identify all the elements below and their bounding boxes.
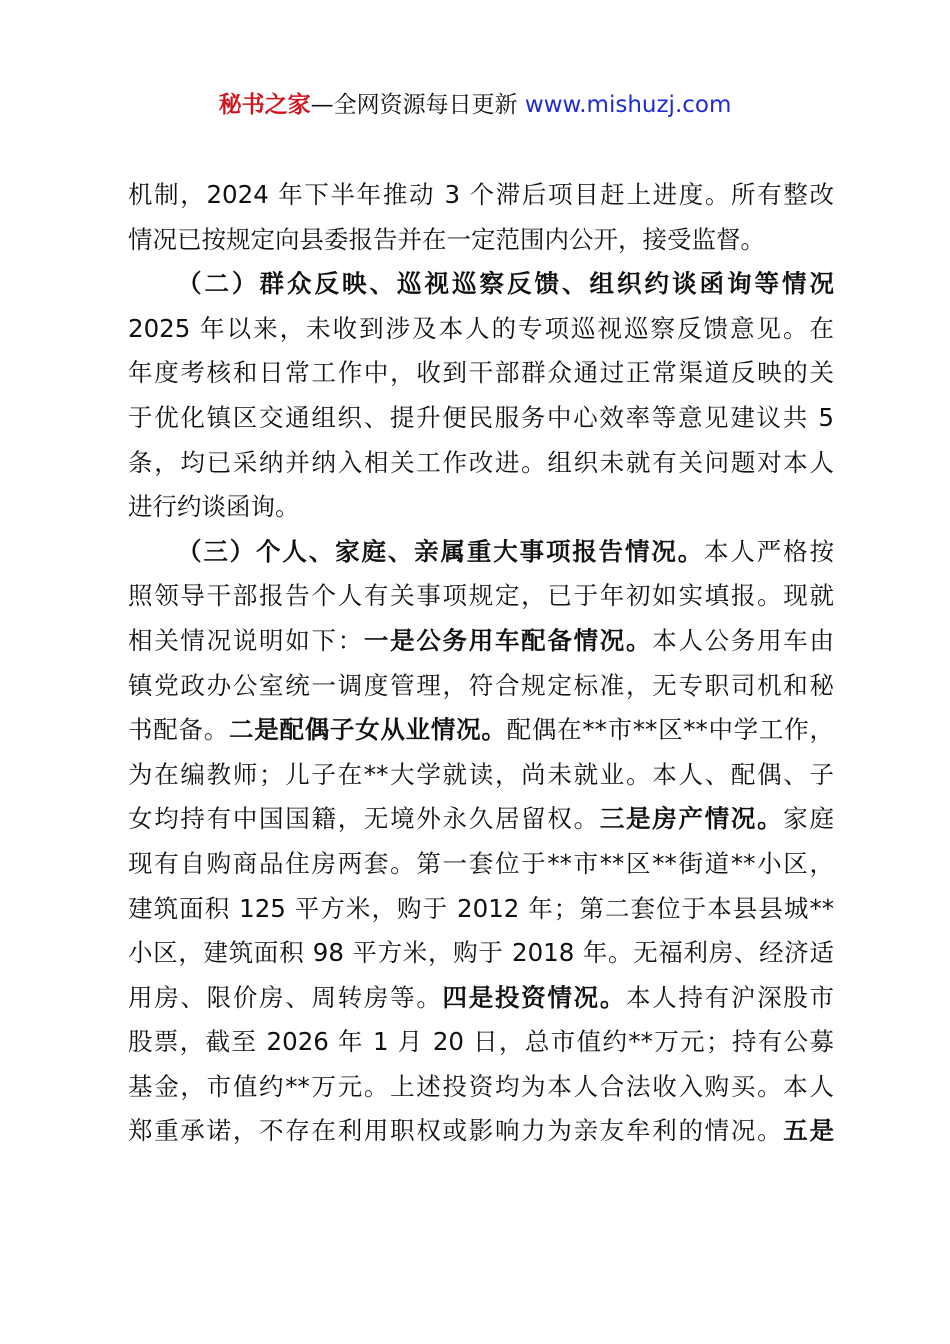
text-line [128,530,834,575]
body-text: 于优化镇区交通组织、提升便民服务中心效率等意见建议共 5 [128,402,834,432]
text-line [128,441,834,486]
text-line [128,1020,834,1065]
bold-heading-text: 二是配偶子女从业情况。 [228,715,507,745]
text-line [128,708,834,753]
site-url-link[interactable]: www.mishuzj.com [524,92,732,118]
text-line [128,173,834,218]
body-text: 年度考核和日常工作中，收到干部群众通过正常渠道反映的关 [128,358,834,388]
body-text: 股票，截至 2026 年 1 月 20 日，总市值约**万元；持有公募 [128,1027,834,1057]
site-header [0,86,950,124]
body-text: 小区，建筑面积 98 平方米，购于 2018 年。无福利房、经济适 [128,938,834,968]
bold-heading-text: （二）群众反映、巡视巡察反馈、组织约谈函询等情况 [177,269,834,299]
text-line [128,887,834,932]
text-line [128,842,834,887]
text-line [128,753,834,798]
text-line [128,351,834,396]
header-dash: — [310,92,334,118]
body-text: 建筑面积 125 平方米，购于 2012 年；第二套位于本县县城** [128,893,834,923]
body-text: 本人严格按 [704,536,835,566]
body-text: 情况已按规定向县委报告并在一定范围内公开，接受监督。 [128,224,765,254]
text-line [128,485,834,530]
brand-name: 秘书之家 [218,92,311,118]
text-line [128,1065,834,1110]
body-text: 基金，市值约**万元。上述投资均为本人合法收入购买。本人 [128,1071,834,1101]
body-text: 家庭 [783,804,835,834]
body-text: 女均持有中国国籍，无境外永久居留权。 [128,804,600,834]
body-text: 为在编教师；儿子在**大学就读，尚未就业。本人、配偶、子 [128,759,834,789]
text-line [128,307,834,352]
text-line [128,664,834,709]
bold-heading-text: 三是房产情况。 [599,804,784,834]
text-line [128,574,834,619]
body-text: 2025 年以来，未收到涉及本人的专项巡视巡察反馈意见。在 [128,313,834,343]
bold-heading-text: 一是公务用车配备情况。 [363,625,653,655]
body-text: 本人公务用车由 [652,625,835,655]
body-text: 郑重承诺，不存在利用职权或影响力为亲友牟利的情况。 [128,1116,784,1146]
bold-heading-text: 四是投资情况。 [442,982,627,1012]
body-text: 镇党政办公室统一调度管理，符合规定标准，无专职司机和秘 [128,670,834,700]
text-line [128,396,834,441]
text-line [128,218,834,263]
body-text: 照领导干部报告个人有关事项规定，已于年初如实填报。现就 [128,581,834,611]
text-line [128,1109,834,1154]
body-text: 进行约谈函询。 [128,492,300,522]
bold-heading-text: （三）个人、家庭、亲属重大事项报告情况。 [177,536,705,566]
text-line [128,262,834,307]
body-text: 书配备。 [128,715,229,745]
text-line [128,976,834,1021]
text-line [128,797,834,842]
header-tagline: 全网资源每日更新 [333,92,518,118]
body-text: 现有自购商品住房两套。第一套位于**市**区**街道**小区， [128,848,834,878]
body-text: 机制，2024 年下半年推动 3 个滞后项目赶上进度。所有整改 [128,180,834,209]
body-text: 配偶在**市**区**中学工作， [506,715,835,745]
body-text: 条，均已采纳并纳入相关工作改进。组织未就有关问题对本人 [128,447,834,477]
body-text: 相关情况说明如下： [128,625,364,655]
document-body [128,173,834,1154]
body-text: 用房、限价房、周转房等。 [128,982,443,1012]
text-line [128,931,834,976]
bold-heading-text: 五是 [783,1116,835,1146]
text-line [128,619,834,664]
body-text: 本人持有沪深股市 [626,982,835,1012]
